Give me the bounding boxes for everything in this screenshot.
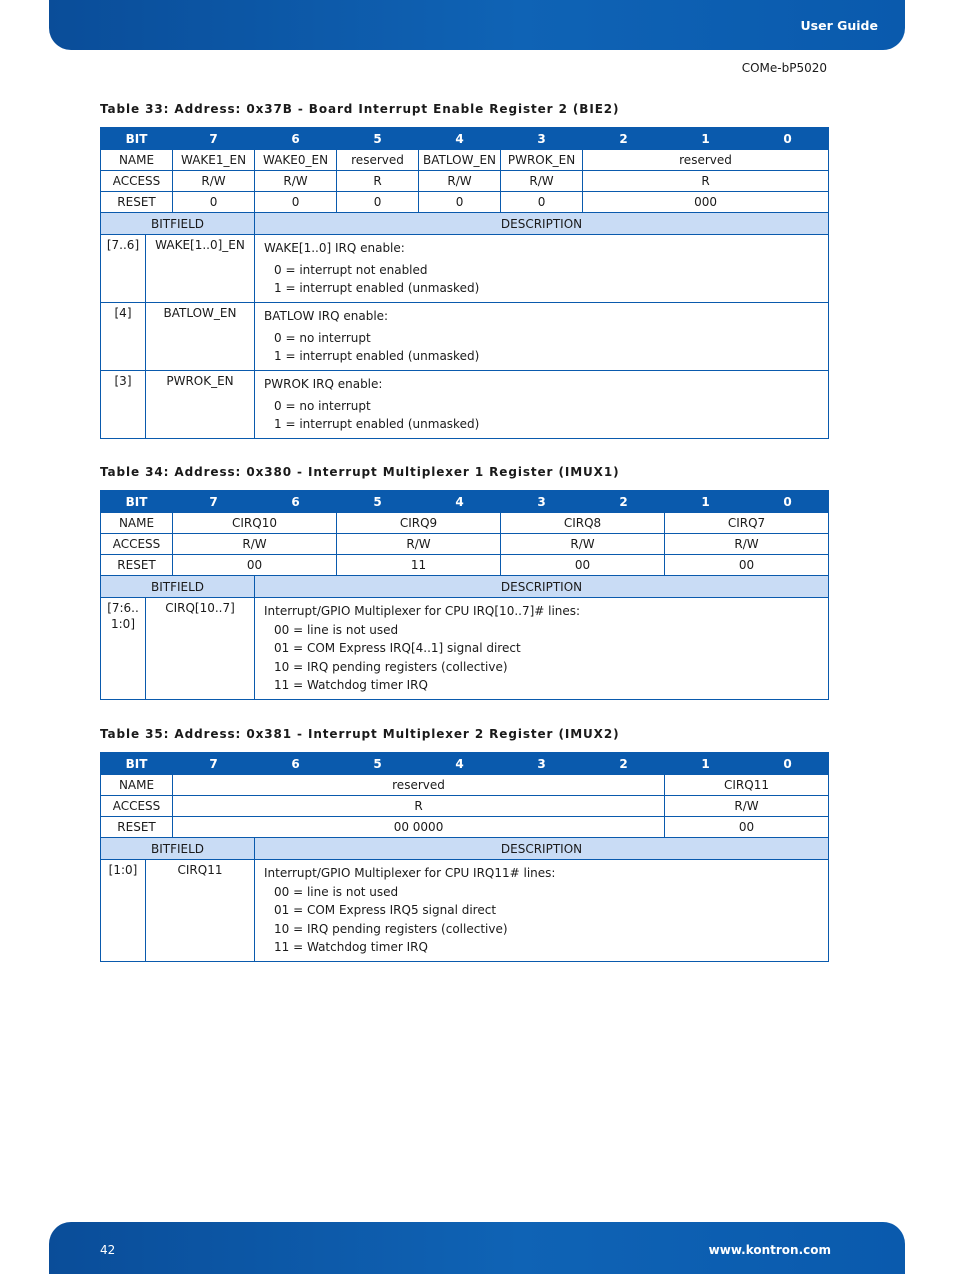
header-cell: 7 [173,753,255,775]
table-cell: 00 [665,817,829,838]
bitfield-row [101,235,829,303]
header-cell: 5 [337,128,419,150]
value-line: 1 = interrupt enabled (unmasked) [274,281,480,295]
value-line: 11 = Watchdog timer IRQ [274,940,428,954]
table-cell: 00 0000 [173,817,665,838]
description-text: PWROK IRQ enable: [264,377,383,391]
bitfield-header: BITFIELD [101,576,255,598]
name-row [101,513,829,534]
value-line: 0 = interrupt not enabled [274,262,428,277]
table-cell: CIRQ7 [665,513,829,534]
header-cell: 7 [173,491,255,513]
header-band [49,0,905,50]
table-cell: R/W [419,171,501,192]
reset-row [101,817,829,838]
header-cell: 4 [419,128,501,150]
bit-header-row [101,128,829,150]
bit-range [101,598,146,700]
table-cell: R/W [255,171,337,192]
value-line: 0 = no interrupt [274,398,371,413]
field-description [255,303,829,371]
header-cell: BIT [101,491,173,513]
table-cell: R/W [501,171,583,192]
table-caption: Table 33: Address: 0x37B - Board Interrupt Enable Register 2 (BIE2) [100,102,620,116]
field-name: CIRQ11 [146,860,255,962]
field-description [255,860,829,962]
access-row [101,171,829,192]
field-description [255,371,829,439]
value-line: 00 = line is not used [274,622,399,637]
value-line: 11 = Watchdog timer IRQ [274,678,428,692]
row-label: NAME [101,775,173,796]
table-cell: CIRQ8 [501,513,665,534]
bit-range: [3] [101,371,146,439]
name-row [101,775,829,796]
header-cell: 0 [747,491,829,513]
table-cell: R [337,171,419,192]
bitfield-row [101,860,829,962]
access-row [101,534,829,555]
header-cell: 1 [665,753,747,775]
access-row [101,796,829,817]
name-row [101,150,829,171]
header-cell: 7 [173,128,255,150]
description-header: DESCRIPTION [255,213,829,235]
header-cell: 5 [337,491,419,513]
bitfield-row [101,303,829,371]
register-table-imux1 [100,490,829,700]
table-cell: R/W [337,534,501,555]
header-cell: 2 [583,491,665,513]
value-line: 01 = COM Express IRQ5 signal direct [274,903,497,917]
bit-range-line: 1:0] [111,617,135,631]
register-table-bie2 [100,127,829,439]
field-description [255,235,829,303]
value-line: 1 = interrupt enabled (unmasked) [274,349,480,363]
value-line: 10 = IRQ pending registers (collective) [274,921,508,936]
header-cell: 4 [419,491,501,513]
bit-header-row [101,491,829,513]
register-table-imux2 [100,752,829,962]
bit-range: [4] [101,303,146,371]
description-text: Interrupt/GPIO Multiplexer for CPU IRQ[10..7]# lines: [264,604,581,618]
bitfield-row [101,371,829,439]
table-cell: 00 [665,555,829,576]
bit-header-row [101,753,829,775]
bit-range-line: [7:6.. [107,601,139,615]
table-cell: R/W [665,796,829,817]
field-name: WAKE[1..0]_EN [146,235,255,303]
header-cell: 5 [337,753,419,775]
table-cell: CIRQ9 [337,513,501,534]
bitfield-row [101,598,829,700]
row-label: NAME [101,150,173,171]
row-label: RESET [101,817,173,838]
bitfield-header: BITFIELD [101,213,255,235]
table-cell: WAKE1_EN [173,150,255,171]
table-cell: PWROK_EN [501,150,583,171]
header-cell: 1 [665,491,747,513]
row-label: ACCESS [101,171,173,192]
table-cell: 00 [173,555,337,576]
bitfield-header: BITFIELD [101,838,255,860]
table-cell: 0 [501,192,583,213]
description-header: DESCRIPTION [255,576,829,598]
reset-row [101,555,829,576]
table-cell: R/W [173,171,255,192]
header-cell: 6 [255,753,337,775]
table-cell: CIRQ11 [665,775,829,796]
field-name: CIRQ[10..7] [146,598,255,700]
table-cell: R [173,796,665,817]
row-label: RESET [101,192,173,213]
header-cell: 1 [665,128,747,150]
field-description [255,598,829,700]
table-cell: R [583,171,829,192]
table-cell: 0 [255,192,337,213]
field-name: PWROK_EN [146,371,255,439]
value-line: 10 = IRQ pending registers (collective) [274,659,508,674]
header-cell: 4 [419,753,501,775]
description-header: DESCRIPTION [255,838,829,860]
website-link[interactable]: www.kontron.com [708,1243,831,1257]
bitfield-header-row [101,576,829,598]
row-label: ACCESS [101,796,173,817]
table-cell: 0 [337,192,419,213]
table-caption: Table 35: Address: 0x381 - Interrupt Multiplexer 2 Register (IMUX2) [100,727,620,741]
value-line: 00 = line is not used [274,884,399,899]
table-caption: Table 34: Address: 0x380 - Interrupt Multiplexer 1 Register (IMUX1) [100,465,620,479]
bit-range: [7..6] [101,235,146,303]
bit-range: [1:0] [101,860,146,962]
row-label: RESET [101,555,173,576]
value-line: 0 = no interrupt [274,330,371,345]
description-text: Interrupt/GPIO Multiplexer for CPU IRQ11# lines: [264,866,556,880]
table-cell: WAKE0_EN [255,150,337,171]
document-id: COMe-bP5020 [741,61,827,75]
description-text: WAKE[1..0] IRQ enable: [264,241,405,255]
header-cell: 3 [501,491,583,513]
header-cell: 6 [255,128,337,150]
header-title: User Guide [800,18,878,33]
row-label: NAME [101,513,173,534]
table-cell: 00 [501,555,665,576]
table-cell: 000 [583,192,829,213]
header-cell: BIT [101,753,173,775]
table-cell: reserved [337,150,419,171]
table-cell: 0 [173,192,255,213]
header-cell: 2 [583,753,665,775]
reset-row [101,192,829,213]
bitfield-header-row [101,213,829,235]
table-cell: R/W [173,534,337,555]
table-cell: BATLOW_EN [419,150,501,171]
table-cell: R/W [665,534,829,555]
header-cell: 3 [501,753,583,775]
field-name: BATLOW_EN [146,303,255,371]
header-cell: 3 [501,128,583,150]
table-cell: 11 [337,555,501,576]
table-cell: R/W [501,534,665,555]
table-cell: reserved [173,775,665,796]
header-cell: 6 [255,491,337,513]
header-cell: 0 [747,128,829,150]
header-cell: 0 [747,753,829,775]
header-cell: BIT [101,128,173,150]
table-cell: 0 [419,192,501,213]
table-cell: reserved [583,150,829,171]
description-text: BATLOW IRQ enable: [264,309,389,323]
header-cell: 2 [583,128,665,150]
table-cell: CIRQ10 [173,513,337,534]
value-line: 1 = interrupt enabled (unmasked) [274,417,480,431]
bitfield-header-row [101,838,829,860]
value-line: 01 = COM Express IRQ[4..1] signal direct [274,641,521,655]
page-number: 42 [100,1243,116,1257]
row-label: ACCESS [101,534,173,555]
